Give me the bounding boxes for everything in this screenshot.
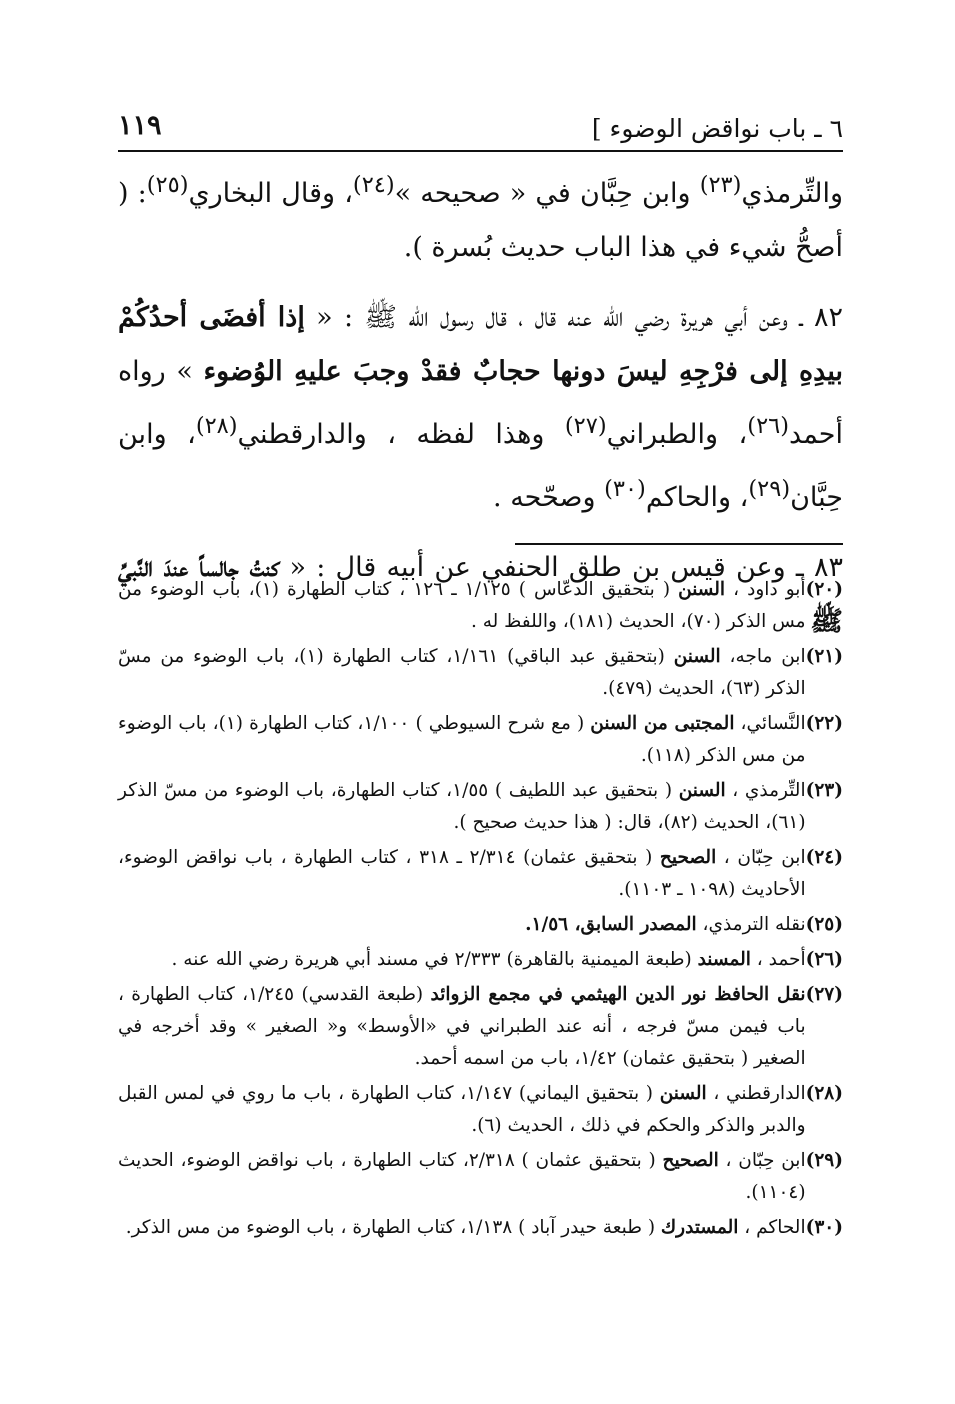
text-run: ، والحاكم: [645, 482, 749, 513]
source-title: السنن: [673, 646, 721, 667]
text-run: ( بتحقيق اليماني) ١/١٤٧، كتاب الطهارة ، باب ما روي في لمس القبل والدبر والذكر والحكم في ذلك ، الحديث (٦).: [118, 1083, 806, 1136]
text-run: ( بتحقيق عثمان ) ٢/٣١٨، كتاب الطهارة ، باب نواقض الوضوء، الحديث (١١٠٤).: [118, 1150, 806, 1203]
text-run: ابن حِبّان ،: [716, 847, 806, 868]
footnote-ref: (٢٨): [195, 413, 238, 439]
text-run: نقله الترمذي،: [696, 914, 806, 935]
footnote: [118, 1212, 843, 1244]
page-header: [118, 108, 843, 148]
text-run: وصحّحه .: [493, 482, 605, 513]
footnote-number: (٢٤): [805, 847, 843, 868]
footnote-text: [118, 944, 806, 976]
running-title: ٦ ـ باب نواقض الوضوء ]: [591, 114, 843, 143]
footnote-number: (٢٧): [805, 984, 843, 1005]
text-run: ( بتحقيق عبد اللطيف ) ١/٥٥، كتاب الطهارة، باب الوضوء من مسّ الذكر (٦١)، الحديث (٨٢)، قال: ( هذا حديث صحيح ).: [118, 780, 806, 833]
footnote-number: (٣٠): [805, 1217, 843, 1238]
text-run: ( بتحقيق عثمان) ٢/٣١٤ ـ ٣١٨ ، كتاب الطهارة ، باب نواقض الوضوء، الأحاديث (١٠٩٨ ـ ١١٠٣).: [118, 847, 806, 900]
footnote-number: (٢٣): [805, 780, 843, 801]
text-run: ، والطبراني: [606, 419, 748, 450]
text-run: : ( أصحُّ شيء في هذا الباب حديث بُسرة ).: [118, 178, 843, 263]
text-run: أحمد ،: [750, 949, 806, 970]
text-run: وابن حِبَّان في « صحيحه »: [394, 178, 700, 209]
footnote-text: [118, 708, 806, 772]
footnote-separator: [515, 543, 843, 545]
text-run: ابن ماجه،: [720, 646, 806, 667]
text-run: ( مع شرح السيوطي ) ١/١٠٠، كتاب الطهارة (١)، باب الوضوء من مس الذكر (١١٨).: [118, 713, 806, 766]
footnote-number: (٢١): [805, 646, 843, 667]
footnote: [118, 708, 843, 772]
footnote-text: [118, 574, 806, 638]
text-run: ٨٢ ـ وعن أبي هريرة رضي الله عنه قال ، قال رسول الله ﷺ : «: [304, 302, 843, 333]
source-title: المجتبى من السنن: [590, 713, 735, 734]
footnote-text: [118, 1212, 806, 1244]
footnote: [118, 1078, 843, 1142]
source-title: المصدر السابق، ١/٥٦.: [525, 914, 697, 935]
text-run: أبو داود ،: [725, 579, 806, 600]
text-run: ( طبعة حيدر آباد ) ١/١٣٨، كتاب الطهارة ، باب الوضوء من مس الذكر.: [125, 1217, 661, 1238]
footnote: [118, 574, 843, 638]
text-run: ، وابن حِبَّان: [118, 419, 843, 513]
footnote-text: [118, 1145, 806, 1209]
text-run: التِّرمذي ،: [725, 780, 806, 801]
footnote-number: (٢٥): [805, 914, 843, 935]
footnote-text: [118, 909, 806, 941]
footnotes: [118, 574, 843, 1247]
footnote-number: (٢٩): [805, 1150, 843, 1171]
footnote-number: (٢٢): [805, 713, 843, 734]
footnote-ref: (٢٤): [352, 172, 395, 198]
text-run: (بتحقيق عبد الباقي) ١/١٦١، كتاب الطهارة (١)، باب الوضوء من مسّ الذكر (٦٣)، الحديث (٤٧٩).: [118, 646, 806, 699]
header-rule: [118, 150, 843, 152]
footnote-ref: (٢٩): [748, 476, 791, 502]
footnote-ref: (٣٠): [604, 476, 646, 502]
source-title: الصحيح: [659, 847, 717, 868]
footnote-ref: (٢٣): [699, 172, 742, 198]
hadith-quote: كنتُ جالساً عندَ النَّبيِّ ﷺ: [118, 552, 843, 637]
footnote-ref: (٢٥): [146, 172, 189, 198]
footnote: [118, 1145, 843, 1209]
footnote-number: (٢٠): [805, 579, 843, 600]
footnote: [118, 641, 843, 705]
text-run: الحاكم ،: [738, 1217, 806, 1238]
footnote: [118, 842, 843, 906]
text-run: ، وقال البخاري: [188, 178, 353, 209]
text-run: ابن حِبّان ،: [718, 1150, 806, 1171]
text-run: (طبعة الميمنية بالقاهرة) ٢/٣٣٣ في مسند أبي هريرة رضي الله عنه .: [171, 949, 698, 970]
footnote-text: [118, 842, 806, 906]
text-run: (طبعة القدسي) ١/٢٤٥، كتاب الطهارة ، باب فيمن مسّ فرجه ، أنه عند الطبراني في «الأوسط» و« الصغير » وقد أخرجه في الصغير ( بتحقيق عثمان) ١/٤٢، باب من اسمه أحمد.: [118, 984, 806, 1069]
source-title: المستدرك: [660, 1217, 739, 1238]
paragraph-continuation: [118, 158, 843, 275]
footnote-ref: (٢٧): [564, 413, 607, 439]
source-title: السنن: [678, 579, 726, 600]
page-number: ١١٩: [118, 110, 162, 141]
footnote: [118, 775, 843, 839]
footnote-text: [118, 775, 806, 839]
footnote-text: [118, 1078, 806, 1142]
text-run: الدارقطني ،: [706, 1083, 806, 1104]
source-title: الصحيح: [662, 1150, 719, 1171]
footnote-number: (٢٨): [805, 1083, 843, 1104]
text-run: والتِّرمذي: [741, 178, 844, 209]
source-title: المسند: [697, 949, 751, 970]
footnote-number: (٢٦): [805, 949, 843, 970]
footnote: [118, 979, 843, 1075]
text-run: » رواه أحمد: [118, 356, 843, 450]
text-run: ٨٣ ـ وعن قيس بن طلق الحنفي عن أبيه قال : «: [279, 552, 843, 583]
source-title: السنن: [678, 780, 726, 801]
hadith-82: [118, 291, 843, 525]
source-title: نقل الحافظ نور الدين الهيثمي في مجمع الزوائد: [430, 984, 806, 1005]
footnote: [118, 909, 843, 941]
text-run: وهذا لفظه ، والدارقطني: [237, 419, 565, 450]
text-run: النَّسائي،: [734, 713, 806, 734]
footnote-ref: (٢٦): [747, 413, 790, 439]
footnote-text: [118, 979, 806, 1075]
source-title: السنن: [659, 1083, 707, 1104]
hadith-quote: إذا أفضَى أحدُكُمْ بيدِهِ إلى فرْجِهِ ليسَ دونها حجابٌ فقدْ وجبَ عليهِ الوُضوء: [118, 302, 843, 387]
footnote-text: [118, 641, 806, 705]
footnote: [118, 944, 843, 976]
text-run: ( بتحقيق الدعّاس ) ١/١٢٥ ـ ١٢٦ ، كتاب الطهارة (١)، باب الوضوء من مس الذكر (٧٠)، الحديث (١٨١)، واللفظ له .: [118, 579, 806, 632]
